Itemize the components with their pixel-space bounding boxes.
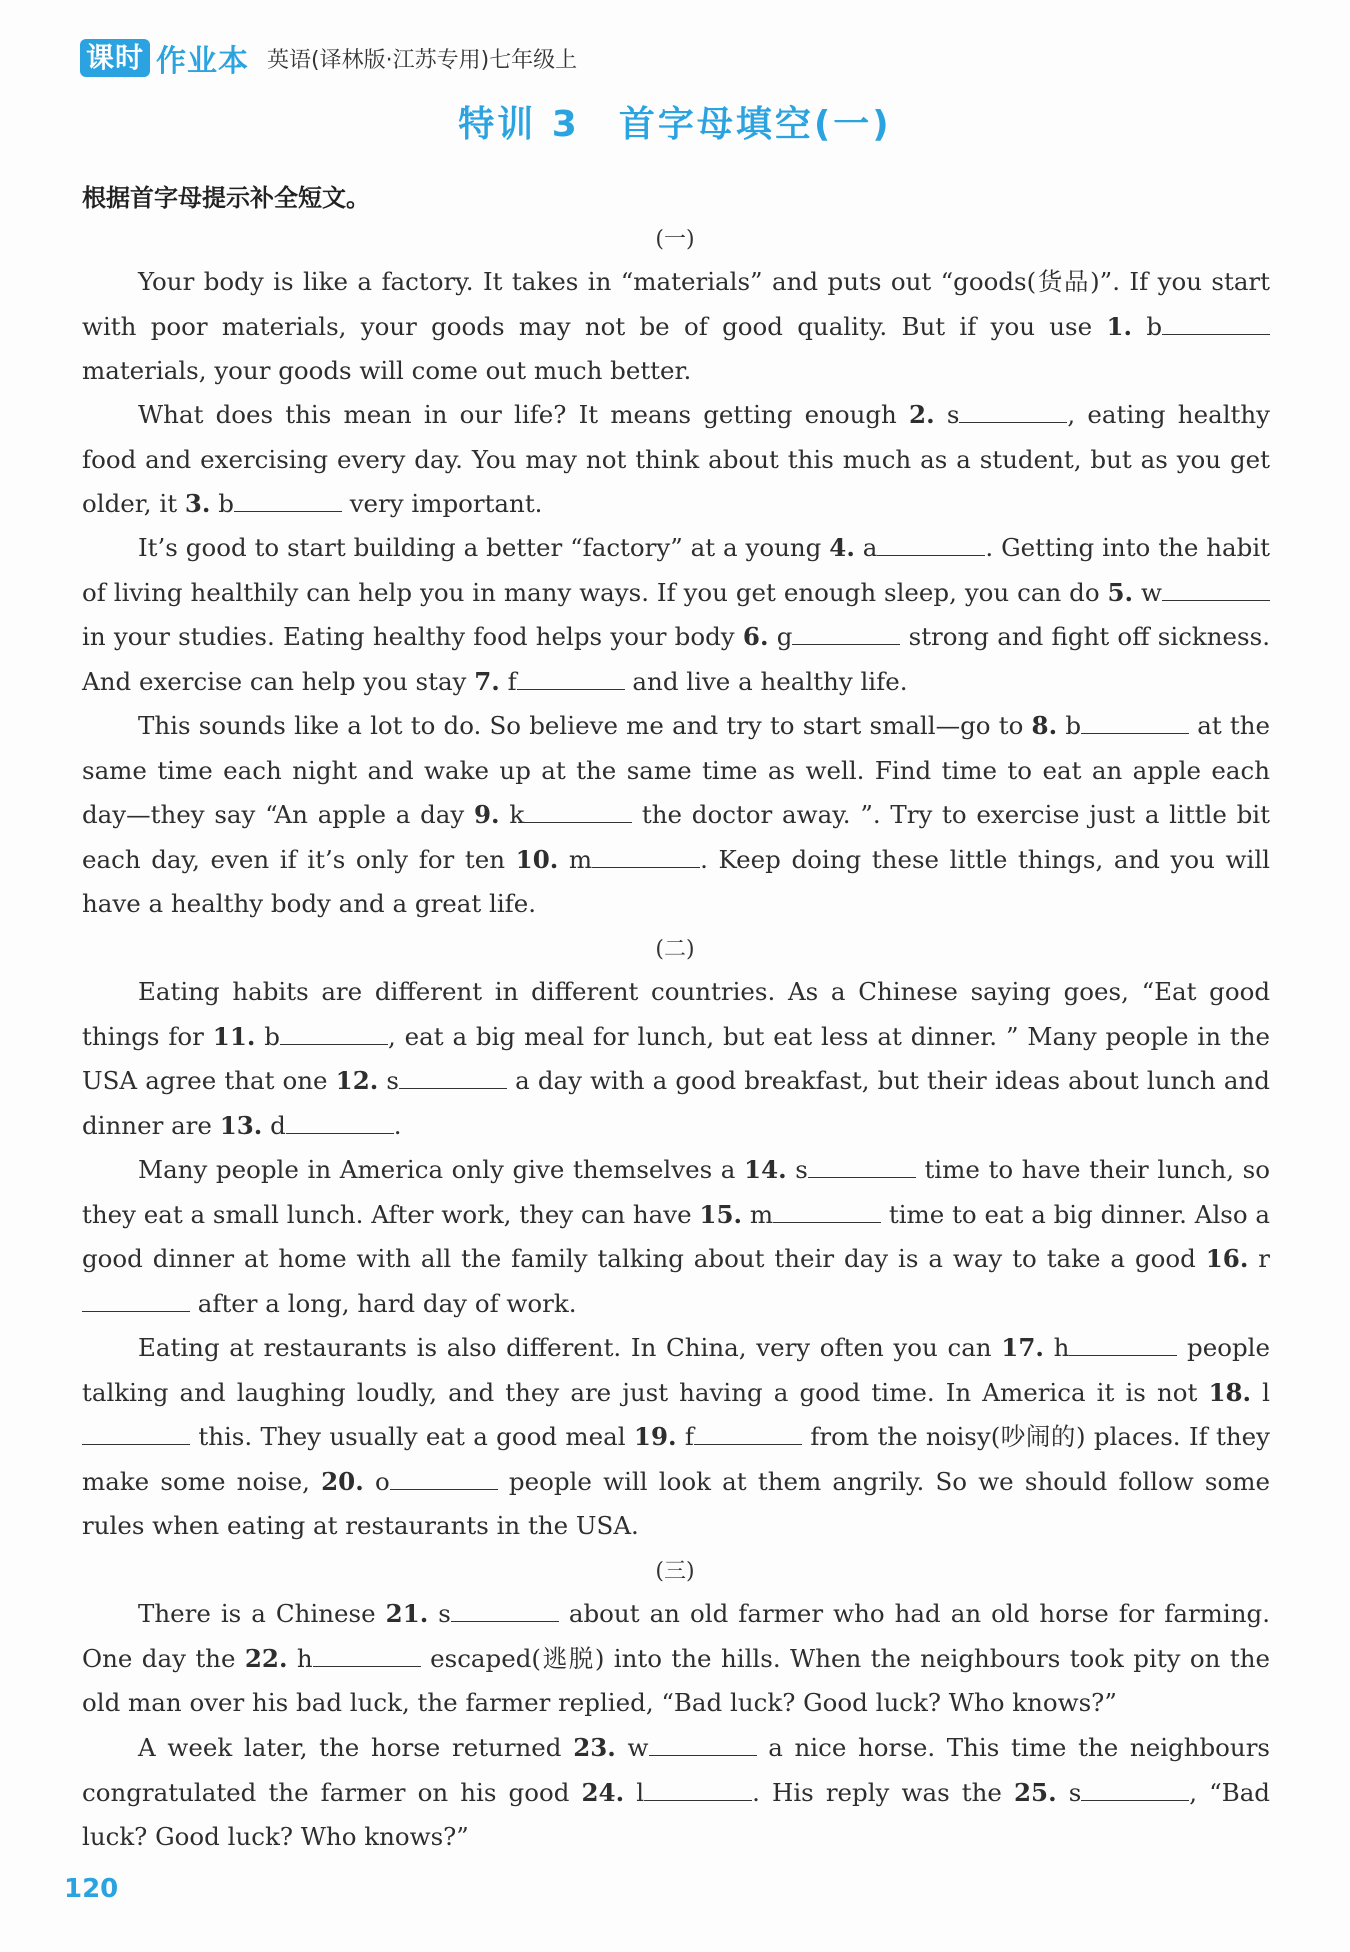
answer-blank[interactable]: [1162, 600, 1270, 601]
brand-logo: [80, 36, 249, 80]
answer-blank[interactable]: [877, 555, 985, 556]
passage-2-paragraph-2: Many people in America only give themselves a 14. s time to have their lunch, so they eat a small lunch. After work, they can have 15. m time to eat a big dinner. Also a good dinner at home with all the family talking about their day is a way to take a good 16. r after a long, hard day of work.: [82, 1155, 1270, 1318]
answer-blank[interactable]: [644, 1800, 752, 1801]
answer-blank[interactable]: [773, 1222, 881, 1223]
answer-blank[interactable]: [390, 1489, 498, 1490]
passage-3-paragraph-1: There is a Chinese 21. s about an old farmer who had an old horse for farming. One day the 22. h escaped(逃脱) into the hills. When the neighbours took pity on the old man over his bad luck, the farmer replied, “Bad luck? Good luck? Who knows?”: [82, 1599, 1270, 1717]
question-number: 4.: [829, 533, 855, 562]
passage-2-paragraph-3: Eating at restaurants is also different. In China, very often you can 17. h people talking and laughing loudly, and they are just having a good time. In America it is not 18. l this. They usually eat a good meal 19. f from the noisy(吵闹的) places. If they make some noise, 20. o people will look at them angrily. So we should follow some rules when eating at restaurants in the USA.: [82, 1333, 1271, 1540]
question-number: 3.: [184, 489, 211, 518]
passage-1-paragraph-1: Your body is like a factory. It takes in “materials” and puts out “goods(货品)”. If you start with poor materials, your goods may not be of good quality. But if you use 1. b materials, your goods will come out much better.: [82, 267, 1270, 385]
answer-blank[interactable]: [1069, 1355, 1177, 1356]
answer-blank[interactable]: [792, 644, 900, 645]
passage-3-paragraph-2: A week later, the horse returned 23. w a nice horse. This time the neighbours congratulated the farmer on his good 24. l . His reply was the 25. s , “Bad luck? Good luck? Who knows?”: [82, 1733, 1271, 1851]
question-number: 10.: [515, 844, 559, 874]
question-number: 15.: [699, 1199, 743, 1229]
question-number: 5.: [1107, 577, 1134, 607]
question-number: 23.: [573, 1733, 616, 1762]
answer-blank[interactable]: [592, 867, 700, 868]
section-title-3: (三): [655, 1559, 695, 1584]
answer-blank[interactable]: [82, 1311, 190, 1312]
section-title-1: (一): [655, 227, 695, 252]
subject-label: 英语(译林版·江苏专用)七年级上: [267, 47, 578, 73]
answer-blank[interactable]: [959, 422, 1067, 423]
answer-blank[interactable]: [451, 1621, 559, 1622]
answer-blank[interactable]: [399, 1088, 507, 1089]
question-number: 9.: [474, 800, 500, 829]
question-number: 20.: [321, 1466, 364, 1496]
question-number: 6.: [742, 622, 769, 651]
answer-blank[interactable]: [1081, 1800, 1189, 1801]
section-title-2: (二): [655, 937, 695, 962]
answer-blank[interactable]: [694, 1444, 802, 1445]
answer-blank[interactable]: [808, 1177, 916, 1178]
question-number: 24.: [581, 1777, 625, 1807]
question-number: 18.: [1208, 1377, 1252, 1407]
passage-1-paragraph-4: This sounds like a lot to do. So believe me and try to start small—go to 8. b at the same time each night and wake up at the same time as well. Find time to eat an apple each day—they say “An apple a day 9. k the doctor away. ”. Try to exercise just a little bit each day, even if it’s only for ten 10. m . Keep doing these little things, and you will have a healthy body and a great life.: [82, 711, 1270, 918]
answer-blank[interactable]: [280, 1044, 388, 1045]
answer-blank[interactable]: [234, 511, 342, 512]
answer-blank[interactable]: [82, 1444, 190, 1445]
question-number: 2.: [909, 400, 935, 429]
logo-text: 作业本: [156, 44, 250, 79]
answer-blank[interactable]: [313, 1666, 421, 1667]
answer-blank[interactable]: [1081, 733, 1189, 734]
page-number: 120: [64, 1874, 119, 1904]
question-number: 13.: [219, 1110, 263, 1140]
question-number: 19.: [633, 1422, 677, 1451]
answer-blank[interactable]: [649, 1755, 757, 1756]
question-number: 25.: [1013, 1777, 1057, 1807]
question-number: 12.: [335, 1066, 379, 1095]
answer-blank[interactable]: [517, 689, 625, 690]
question-number: 11.: [212, 1021, 256, 1051]
passage-1-paragraph-2: What does this mean in our life? It means getting enough 2. s , eating healthy food and exercising every day. You may not think about this much as a student, but as you get older, it 3. b very important.: [82, 400, 1270, 518]
answer-blank[interactable]: [286, 1133, 394, 1134]
passage-2-paragraph-1: Eating habits are different in different countries. As a Chinese saying goes, “Eat good things for 11. b , eat a big meal for lunch, but eat less at dinner. ” Many people in the USA agree that one 12. s a day with a good breakfast, but their ideas about lunch and dinner are 13. d .: [82, 977, 1270, 1140]
page-title: 特训 3 首字母填空(一): [458, 104, 892, 145]
question-number: 21.: [385, 1599, 429, 1628]
instructions: 根据首字母提示补全短文。: [82, 184, 370, 212]
page-header: [80, 38, 577, 78]
question-number: 14.: [744, 1155, 787, 1184]
question-number: 8.: [1031, 711, 1058, 740]
question-number: 17.: [1001, 1333, 1044, 1362]
logo-badge: 课时: [80, 39, 150, 77]
answer-blank[interactable]: [524, 822, 632, 823]
question-number: 16.: [1205, 1244, 1249, 1273]
question-number: 7.: [474, 666, 500, 696]
question-number: 22.: [244, 1643, 288, 1673]
question-number: 1.: [1106, 311, 1133, 341]
passage-1-paragraph-3: It’s good to start building a better “factory” at a young 4. a . Getting into the habit of living healthily can help you in many ways. If you get enough sleep, you can do 5. w in your studies. Eating healthy food helps your body 6. g strong and fight off sickness. And exercise can help you stay 7. f and live a healthy life.: [82, 533, 1270, 696]
answer-blank[interactable]: [1162, 334, 1270, 335]
